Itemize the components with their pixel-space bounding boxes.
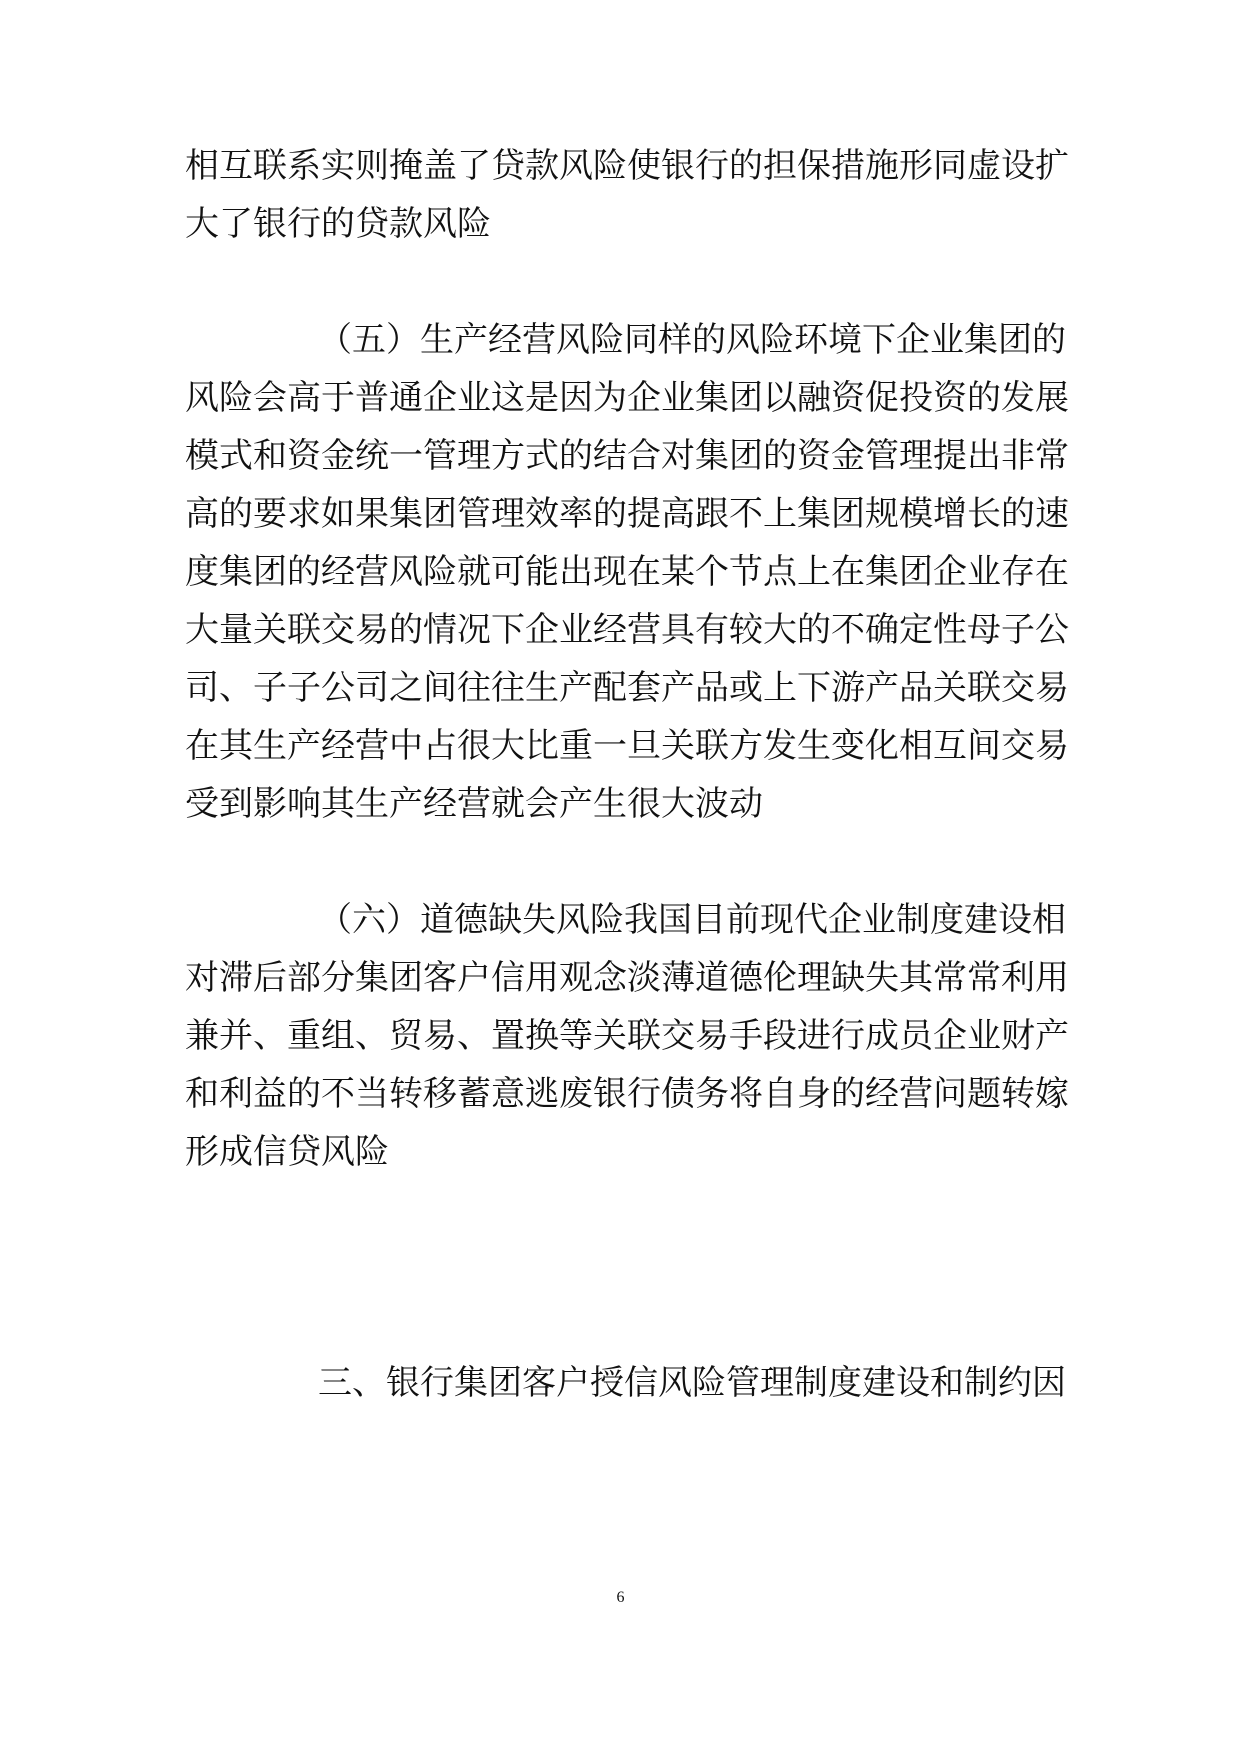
text-line: 大了银行的贷款风险 — [185, 204, 491, 244]
text-line: 形成信贷风险 — [185, 1132, 389, 1172]
paragraph-heading-line: （六）道德缺失风险我国目前现代企业制度建设相 — [318, 900, 1066, 940]
text-line: 和利益的不当转移蓄意逃废银行债务将自身的经营问题转嫁 — [185, 1074, 1069, 1114]
section-heading: 三、银行集团客户授信风险管理制度建设和制约因 — [318, 1363, 1066, 1403]
text-line: 司、子子公司之间往往生产配套产品或上下游产品关联交易 — [185, 668, 1069, 708]
text-line: 相互联系实则掩盖了贷款风险使银行的担保措施形同虚设扩 — [185, 146, 1069, 186]
paragraph-heading-line: （五）生产经营风险同样的风险环境下企业集团的 — [318, 320, 1066, 360]
page-number: 6 — [616, 1589, 625, 1606]
text-line: 高的要求如果集团管理效率的提高跟不上集团规模增长的速 — [185, 494, 1069, 534]
text-line: 兼并、重组、贸易、置换等关联交易手段进行成员企业财产 — [185, 1016, 1069, 1056]
text-line: 风险会高于普通企业这是因为企业集团以融资促投资的发展 — [185, 378, 1069, 418]
text-line: 对滞后部分集团客户信用观念淡薄道德伦理缺失其常常利用 — [185, 958, 1069, 998]
text-line: 大量关联交易的情况下企业经营具有较大的不确定性母子公 — [185, 610, 1069, 650]
text-line: 模式和资金统一管理方式的结合对集团的资金管理提出非常 — [185, 436, 1069, 476]
text-line: 度集团的经营风险就可能出现在某个节点上在集团企业存在 — [185, 552, 1069, 592]
text-line: 受到影响其生产经营就会产生很大波动 — [185, 784, 763, 824]
text-line: 在其生产经营中占很大比重一旦关联方发生变化相互间交易 — [185, 726, 1069, 766]
